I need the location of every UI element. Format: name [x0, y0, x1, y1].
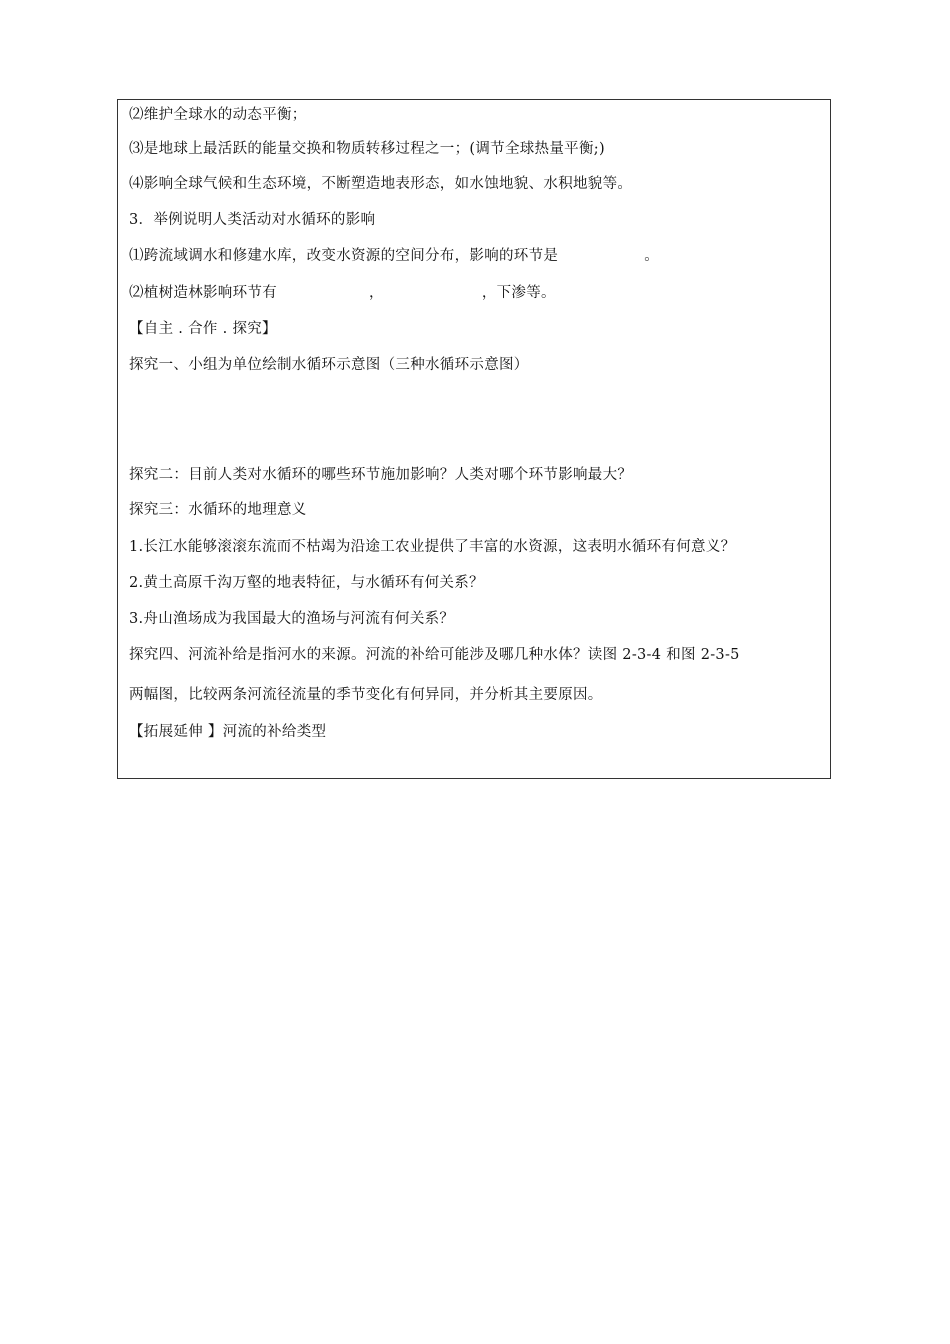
- explore-1: 探究一、小组为单位绘制水循环示意图（三种水循环示意图）: [129, 357, 529, 373]
- text-line-6: [129, 283, 556, 303]
- question-text: ⑴跨流域调水和修建水库，改变水资源的空间分布，影响的环节是: [129, 248, 559, 264]
- section-heading-3: 3．举例说明人类活动对水循环的影响: [129, 212, 376, 228]
- question-punct: ，: [369, 285, 384, 301]
- explore-3-q1: 1.长江水能够滚滚东流而不枯竭为沿途工农业提供了丰富的水资源，这表明水循环有何意义？: [129, 539, 736, 555]
- text-line-5: [129, 246, 659, 266]
- extension-heading: 【拓展延伸 】河流的补给类型: [129, 724, 327, 740]
- text-line-2: ⑶是地球上最活跃的能量交换和物质转移过程之一；(调节全球热量平衡;): [129, 141, 605, 157]
- explore-3-q3: 3.舟山渔场成为我国最大的渔场与河流有何关系？: [129, 611, 455, 627]
- worksheet-box: [117, 99, 831, 779]
- explore-3-q2: 2.黄土高原千沟万壑的地表特征，与水循环有何关系？: [129, 575, 484, 591]
- explore-4-continued: 两幅图，比较两条河流径流量的季节变化有何异同，并分析其主要原因。: [129, 687, 603, 703]
- text-line-3: ⑷影响全球气候和生态环境，不断塑造地表形态，如水蚀地貌、水积地貌等。: [129, 176, 633, 192]
- explore-2: 探究二：目前人类对水循环的哪些环节施加影响？人类对哪个环节影响最大？: [129, 467, 633, 483]
- section-heading-explore: 【自主 . 合作 . 探究】: [129, 321, 277, 337]
- question-text: ⑵植树造林影响环节有: [129, 285, 277, 301]
- explore-4: 探究四、河流补给是指河水的来源。河流的补给可能涉及哪几种水体？读图 2-3-4 和图 2-3-5: [129, 647, 740, 663]
- text-line-1: ⑵维护全球水的动态平衡；: [129, 107, 307, 123]
- question-tail: ，下渗等。: [481, 285, 556, 301]
- explore-3: 探究三：水循环的地理意义: [129, 502, 307, 518]
- question-punct: 。: [644, 248, 660, 264]
